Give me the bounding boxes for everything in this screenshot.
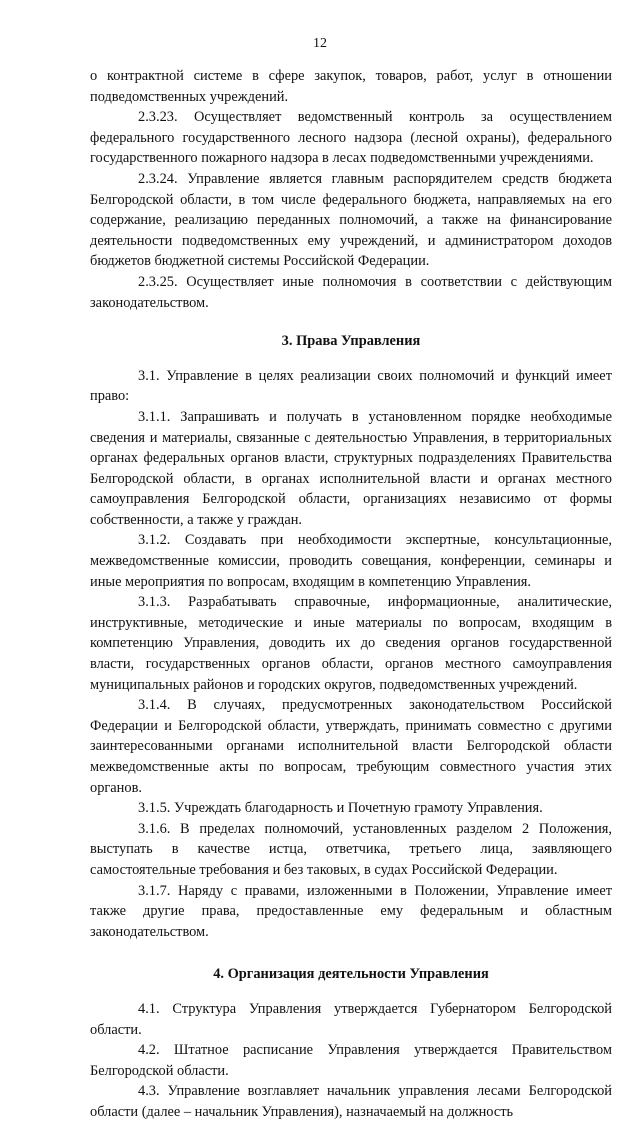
paragraph: о контрактной системе в сфере закупок, товаров, работ, услуг в отношении подведомственных учреждений. <box>90 68 612 105</box>
paragraph: 3.1.7. Наряду с правами, изложенными в Положении, Управление имеет также другие права, предоставленные ему федеральным и областным законодательством. <box>90 882 612 940</box>
document-body <box>90 66 612 1123</box>
paragraph: 4.2. Штатное расписание Управления утверждается Правительством Белгородской области. <box>90 1042 612 1079</box>
section-heading: 4. Организация деятельности Управления <box>213 966 489 983</box>
paragraph: 3.1.2. Создавать при необходимости экспертные, консультационные, межведомственные комиссии, проводить совещания, конференции, семинары и иные мероприятия по вопросам, входящим в компетенцию Управления. <box>90 532 612 590</box>
paragraph: 2.3.25. Осуществляет иные полномочия в соответствии с действующим законодательством. <box>90 273 612 311</box>
paragraph: 4.1. Структура Управления утверждается Губернатором Белгородской области. <box>90 1000 612 1038</box>
paragraph: 3.1.3. Разрабатывать справочные, информационные, аналитические, инструктивные, методические и иные материалы по вопросам, входящим в компетенцию Управления, доводить их до сведения органов государственной власти, государственных органов области, органов местного самоуправления муниципальных районов и городских округов, подведомственных учреждений. <box>90 594 612 693</box>
paragraph: 3.1.6. В пределах полномочий, установленных разделом 2 Положения, выступать в качестве истца, ответчика, третьего лица, заявляющего самостоятельные требования и без таковых, в судах Российской Федерации. <box>90 820 612 878</box>
page-number: 12 <box>313 36 327 51</box>
paragraph: 4.3. Управление возглавляет начальник управления лесами Белгородской области (далее – начальник Управления), назначаемый на должность <box>90 1083 612 1120</box>
paragraph: 2.3.24. Управление является главным распорядителем средств бюджета Белгородской области, в том числе федерального бюджета, направляемых на его содержание, реализацию переданных полномочий, а также на финансирование деятельности подведомственных ему учреждений, и администратором доходов бюджетов бюджетной системы Российской Федерации. <box>90 170 612 270</box>
paragraph: 3.1.4. В случаях, предусмотренных законодательством Российской Федерации и Белгородской области, утверждать, принимать совместно с другими заинтересованными органами исполнительной власти Белгородской области межведомственные акты по вопросам, требующим совместного участия этих органов. <box>90 697 612 796</box>
paragraph: 3.1. Управление в целях реализации своих полномочий и функций имеет право: <box>90 367 612 405</box>
paragraph: 2.3.23. Осуществляет ведомственный контроль за осуществлением федерального государственного лесного надзора (лесной охраны), федерального государственного пожарного надзора в лесах подведомственными учреждениями. <box>90 109 612 167</box>
section-heading: 3. Права Управления <box>281 333 421 350</box>
paragraph: 3.1.5. Учреждать благодарность и Почетную грамоту Управления. <box>138 800 543 817</box>
paragraph: 3.1.1. Запрашивать и получать в установленном порядке необходимые сведения и материалы, связанные с деятельностью Управления, в территориальных органах федеральных органов власти, структурных подразделениях Правительства Белгородской области, в органах исполнительной власти и органах местного самоуправления Белгородской области, организациях независимо от формы собственности, а также у граждан. <box>90 408 612 528</box>
